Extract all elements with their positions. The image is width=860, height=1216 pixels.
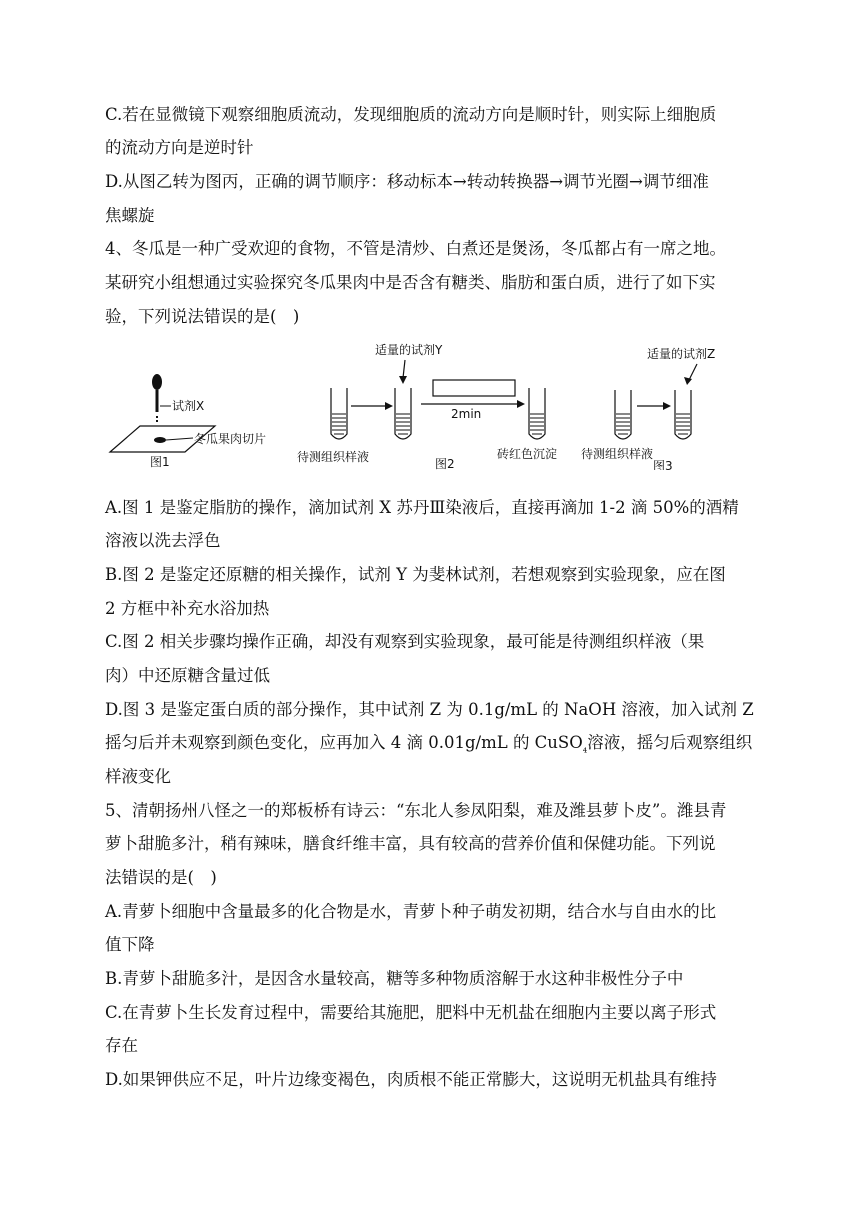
fig2-reagent-label: 适量的试剂Y [375, 343, 443, 357]
fig1-slice-label: 冬瓜果肉切片 [194, 432, 267, 446]
option-5b: B.青萝卜甜脆多汁，是因含水量较高，糖等多种物质溶解于水这种非极性分子中 [105, 969, 684, 988]
question-4-stem: 4、冬瓜是一种广受欢迎的食物，不管是清炒、白煮还是煲汤，冬瓜都占有一席之地。 [105, 239, 726, 258]
arrow-icon [517, 400, 525, 408]
arrow-icon [399, 376, 407, 384]
text-line: 肉）中还原糖含量过低 [105, 666, 270, 685]
fig2-sample-label: 待测组织样液 [297, 450, 370, 464]
text-line: 样液变化 [105, 767, 171, 786]
sample-slice-icon [154, 437, 166, 443]
option-5d: D.如果钾供应不足，叶片边缘变褐色，肉质根不能正常膨大，这说明无机盐具有维持 [105, 1070, 717, 1089]
fig3-reagent-label: 适量的试剂Z [647, 347, 716, 361]
arrow-icon [684, 377, 692, 385]
fig2-result-label: 砖红色沉淀 [497, 447, 558, 461]
text-line: 某研究小组想通过实验探究冬瓜果肉中是否含有糖类、脂肪和蛋白质，进行了如下实 [105, 273, 716, 292]
text-span: 摇匀后并未观察到颜色变化，应再加入 4 滴 0.01g/mL 的 CuSO [105, 733, 583, 752]
text-line: 溶液以洗去浮色 [105, 531, 221, 550]
option-5a: A.青萝卜细胞中含量最多的化合物是水，青萝卜种子萌发初期，结合水与自由水的比 [105, 902, 717, 921]
fig2-time-label: 2min [451, 407, 482, 421]
experiment-figure [105, 338, 765, 470]
option-4d: D.图 3 是鉴定蛋白质的部分操作，其中试剂 Z 为 0.1g/mL 的 NaOH 溶液，加入试剂 Z [105, 700, 754, 719]
text-line: 值下降 [105, 935, 155, 954]
option-4b: B.图 2 是鉴定还原糖的相关操作，试剂 Y 为斐林试剂，若想观察到实验现象，应在图 [105, 565, 726, 584]
figure-2 [297, 343, 557, 470]
text-line: 2 方框中补充水浴加热 [105, 599, 270, 618]
figure-3 [581, 347, 715, 470]
fig3-caption: 图3 [653, 459, 673, 470]
option-4a: A.图 1 是鉴定脂肪的操作，滴加试剂 X 苏丹Ⅲ染液后，直接再滴加 1-2 滴 50%的酒精 [105, 498, 739, 517]
arrow-icon [663, 402, 671, 410]
fig1-reagent-label: 试剂X [172, 399, 205, 413]
text-line [105, 731, 765, 761]
text-line: D.从图乙转为图丙，正确的调节顺序：移动标本→转动转换器→调节光圈→调节细准 [105, 172, 709, 191]
text-span: 溶液，摇匀后观察组织 [587, 733, 753, 752]
fig1-caption: 图1 [150, 455, 170, 469]
question-5-stem: 5、清朝扬州八怪之一的郑板桥有诗云：“东北人参凤阳梨，难及潍县萝卜皮”。潍县青 [105, 801, 727, 820]
text-line: 焦螺旋 [105, 206, 155, 225]
text-line: C.若在显微镜下观察细胞质流动，发现细胞质的流动方向是顺时针，则实际上细胞质 [105, 105, 717, 124]
text-line: 验，下列说法错误的是( ) [105, 307, 300, 326]
water-bath-box [433, 380, 515, 396]
text-line: 萝卜甜脆多汁，稍有辣味，膳食纤维丰富，具有较高的营养价值和保健功能。下列说 [105, 834, 716, 853]
dropper-bulb-icon [152, 374, 162, 390]
option-5c: C.在青萝卜生长发育过程中，需要给其施肥，肥料中无机盐在细胞内主要以离子形式 [105, 1003, 717, 1022]
arrow-icon [385, 402, 393, 410]
text-line: 法错误的是( ) [105, 868, 217, 887]
option-4c: C.图 2 相关步骤均操作正确，却没有观察到实验现象，最可能是待测组织样液（果 [105, 632, 705, 651]
text-line: 存在 [105, 1036, 138, 1055]
subscript-4: ₄ [582, 742, 588, 756]
fig2-caption: 图2 [435, 457, 455, 470]
text-line: 的流动方向是逆时针 [105, 138, 254, 157]
figure-1 [110, 374, 266, 469]
fig3-sample-label: 待测组织样液 [581, 447, 654, 461]
